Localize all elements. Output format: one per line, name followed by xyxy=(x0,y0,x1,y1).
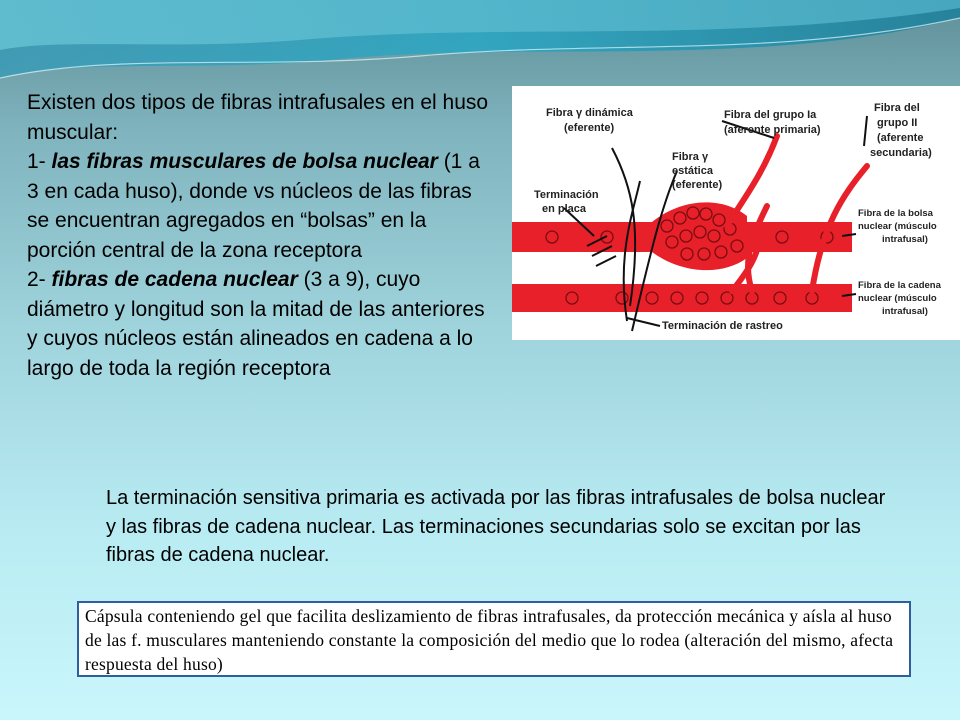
label-cadena-2: nuclear (músculo xyxy=(858,293,937,304)
label-terminacion-placa-2: en placa xyxy=(542,203,587,215)
label-bolsa-1: Fibra de la bolsa xyxy=(858,208,933,219)
label-grupo-ii-2: grupo II xyxy=(877,117,918,129)
label-grupo-ii-3: (aferente xyxy=(877,132,924,144)
nuclear-chain-fiber xyxy=(512,284,852,312)
label-terminacion-placa-1: Terminación xyxy=(534,189,599,201)
fiber-types-text: Existen dos tipos de fibras intrafusales en el huso muscular: 1- las fibras musculares de bolsa nuclear (1 a 3 en cada huso), donde vs núcleos de las fibras se encuentran agregados en “bolsas” en la porción central de la zona receptora 2- fibras de cadena nuclear (3 a 9), cuyo diámetro y longitud son la mitad de las anteriores y cuyos núcleos están alineados en cadena a lo largo de toda la región receptora xyxy=(27,91,489,380)
label-fibra-dinamica-1: Fibra γ dinámica xyxy=(546,107,633,119)
label-grupo-ia-2: (aferente primaria) xyxy=(724,124,821,136)
label-bolsa-3: intrafusal) xyxy=(882,234,928,245)
label-terminacion-rastreo: Terminación de rastreo xyxy=(662,320,783,332)
label-grupo-ii-4: secundaria) xyxy=(870,147,932,159)
label-fibra-dinamica-2: (eferente) xyxy=(564,122,615,134)
cadena-nuclear-term: fibras de cadena nuclear xyxy=(51,268,298,291)
summary-text: La terminación sensitiva primaria es activada por las fibras intrafusales de bolsa nuclear y las fibras de cadena nuclear. Las terminaciones secundarias solo se excitan por las fibras de cadena nuclear. xyxy=(106,487,886,566)
label-fibra-estatica-2: estática xyxy=(672,165,713,177)
label-grupo-ia-1: Fibra del grupo Ia xyxy=(724,109,817,121)
label-cadena-3: intrafusal) xyxy=(882,306,928,317)
bolsa-nuclear-term: las fibras musculares de bolsa nuclear xyxy=(51,150,438,173)
muscle-spindle-diagram xyxy=(512,86,960,340)
afferent-fibers xyxy=(727,136,867,291)
top-wave-decoration xyxy=(0,0,960,95)
label-fibra-estatica-1: Fibra γ xyxy=(672,151,709,163)
label-grupo-ii-1: Fibra del xyxy=(874,102,920,114)
label-fibra-estatica-3: (eferente) xyxy=(672,179,723,191)
label-cadena-1: Fibra de la cadena xyxy=(858,280,941,291)
label-bolsa-2: nuclear (músculo xyxy=(858,221,937,232)
capsule-note-box: Cápsula conteniendo gel que facilita deslizamiento de fibras intrafusales, da protección mecánica y aísla al huso de las f. musculares manteniendo constante la composición del medio que lo rodea (alteración del mismo, afecta respuesta del huso) xyxy=(77,601,911,677)
